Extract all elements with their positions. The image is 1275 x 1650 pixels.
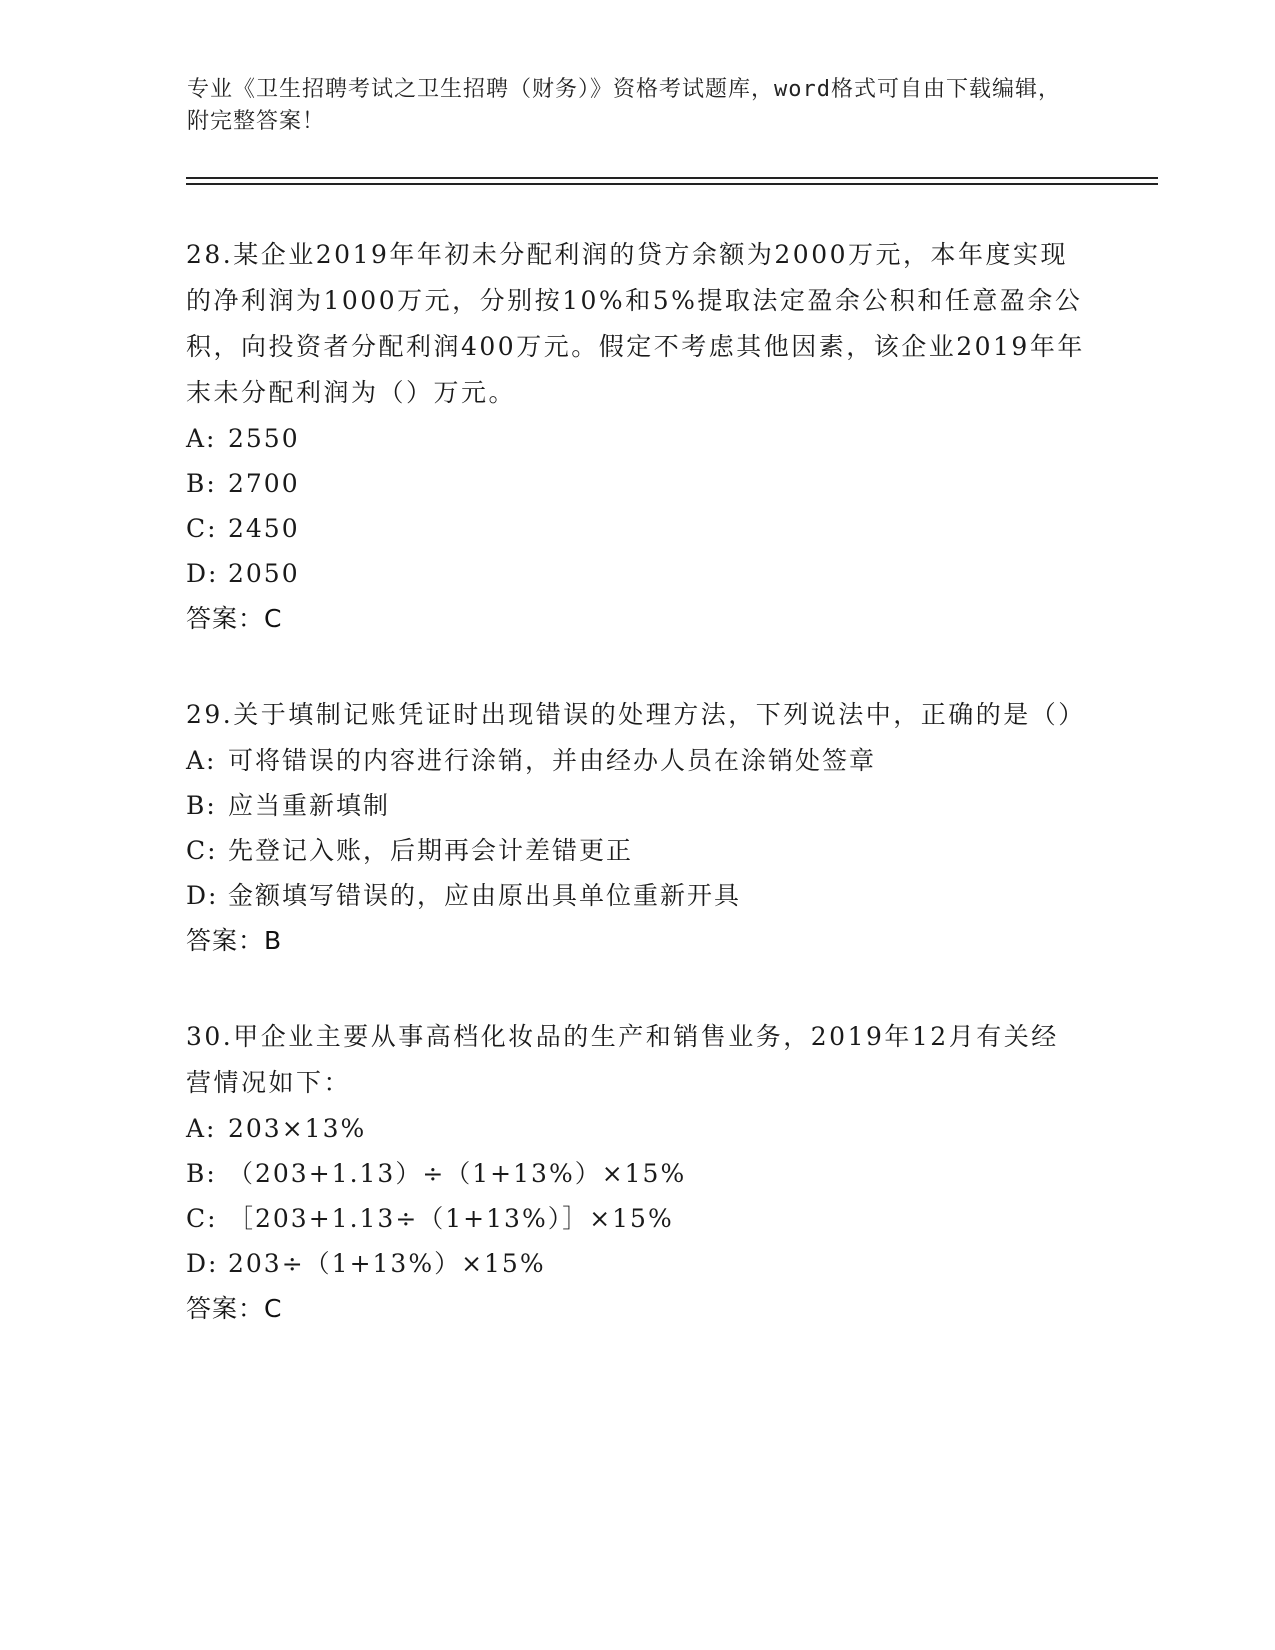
option-text: （203+1.13）÷（1+13%）×15% [228, 1159, 687, 1188]
option-letter: C: [186, 1204, 218, 1233]
option-d [186, 1241, 1086, 1286]
answer-label: 答案：C [186, 604, 283, 633]
question-30 [186, 1014, 1086, 1332]
option-text: 203×13% [228, 1114, 367, 1143]
option-letter: A: [186, 746, 217, 775]
option-text: 可将错误的内容进行涂销，并由经办人员在涂销处签章 [228, 746, 877, 775]
question-text: 30.甲企业主要从事高档化妆品的生产和销售业务，2019年12月有关经营情况如下： [186, 1022, 1059, 1097]
option-letter: D: [186, 559, 219, 588]
option-d [186, 873, 1086, 918]
answer-label: 答案：C [186, 1294, 283, 1323]
option-c [186, 506, 1086, 551]
option-letter: B: [186, 469, 217, 498]
option-letter: B: [186, 791, 217, 820]
header-divider-top [186, 177, 1158, 179]
question-29 [186, 692, 1086, 964]
option-text: 2050 [228, 559, 300, 588]
option-c [186, 1196, 1086, 1241]
option-b [186, 783, 1086, 828]
option-d [186, 551, 1086, 596]
option-text: 应当重新填制 [228, 791, 391, 820]
option-b [186, 1151, 1086, 1196]
option-letter: D: [186, 881, 219, 910]
option-letter: A: [186, 1114, 217, 1143]
header-divider-bottom [186, 183, 1158, 185]
option-letter: B: [186, 1159, 217, 1188]
question-text: 28.某企业2019年年初未分配利润的贷方余额为2000万元，本年度实现的净利润为1000万元，分别按10%和5%提取法定盈余公积和任意盈余公积，向投资者分配利润400万元。假定不考虑其他因素，该企业2019年年末未分配利润为（）万元。 [186, 240, 1085, 407]
option-text: 203÷（1+13%）×15% [228, 1249, 546, 1278]
option-b [186, 461, 1086, 506]
option-text: ［203+1.13÷（1+13%）］×15% [228, 1204, 674, 1233]
option-letter: A: [186, 424, 217, 453]
document-header: 专业《卫生招聘考试之卫生招聘（财务）》资格考试题库，word格式可自由下载编辑，附完整答案！ [187, 77, 1061, 134]
answer-label: 答案：B [186, 926, 283, 955]
option-text: 金额填写错误的，应由原出具单位重新开具 [228, 881, 742, 910]
option-text: 2450 [228, 514, 300, 543]
option-text: 2700 [228, 469, 300, 498]
question-text: 29.关于填制记账凭证时出现错误的处理方法，下列说法中，正确的是（） [186, 700, 1086, 729]
option-letter: C: [186, 514, 218, 543]
option-c [186, 828, 1086, 873]
question-28 [186, 232, 1086, 642]
option-a [186, 416, 1086, 461]
option-text: 2550 [228, 424, 300, 453]
question-list [186, 232, 1086, 1382]
option-letter: C: [186, 836, 218, 865]
option-a [186, 1106, 1086, 1151]
option-a [186, 738, 1086, 783]
option-letter: D: [186, 1249, 219, 1278]
option-text: 先登记入账，后期再会计差错更正 [228, 836, 634, 865]
